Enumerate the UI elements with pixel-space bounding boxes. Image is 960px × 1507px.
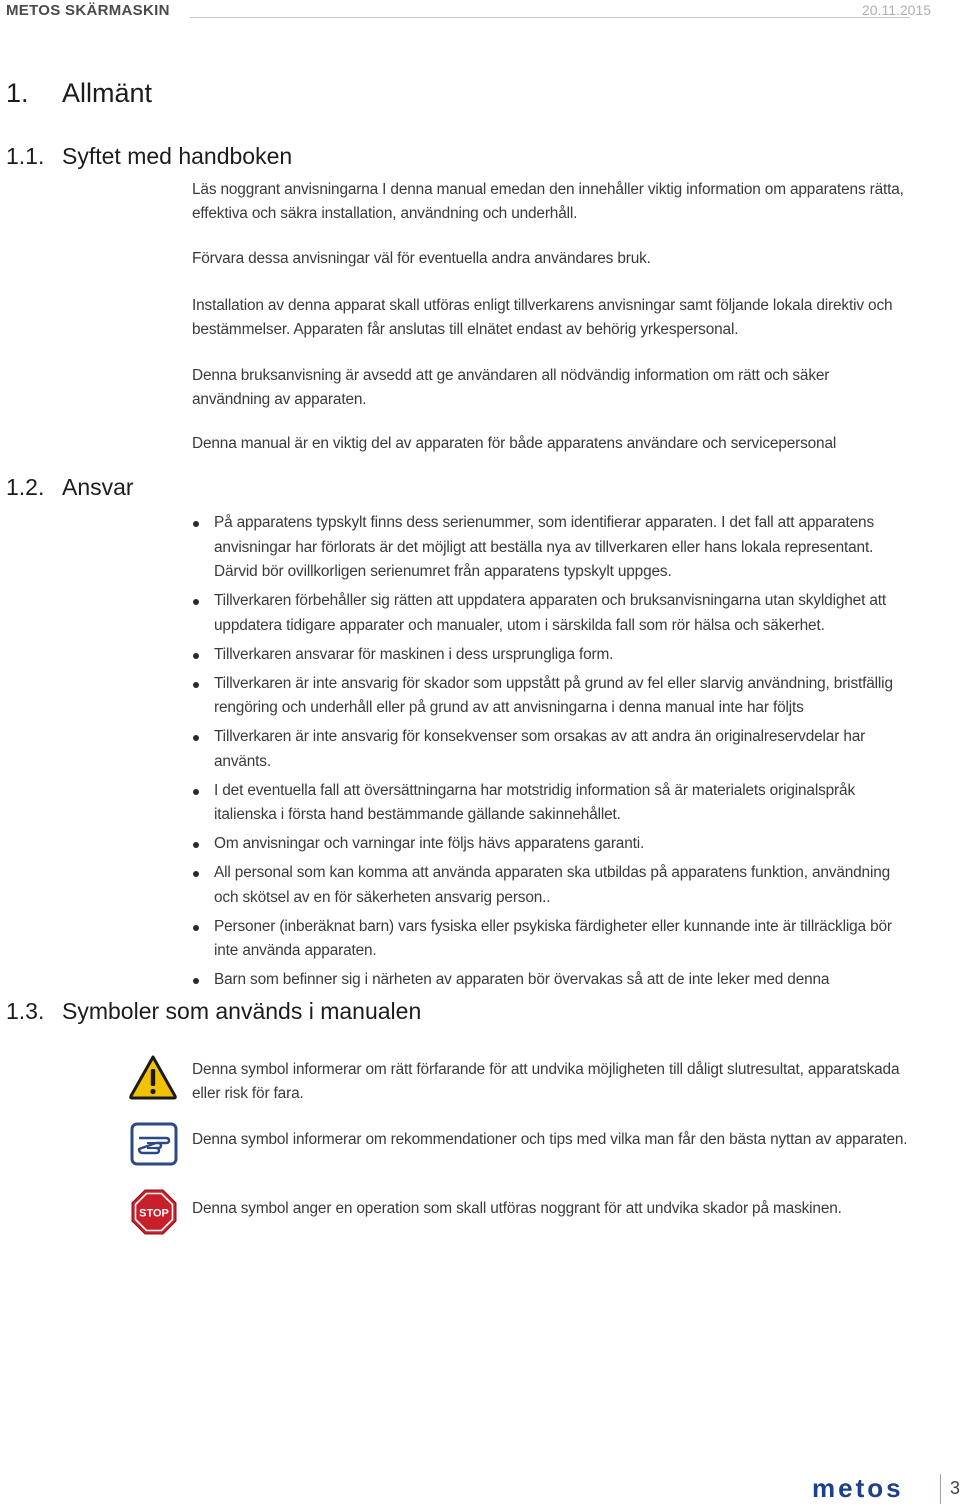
page-number: 3 <box>950 1478 960 1498</box>
responsibility-bullet-list <box>192 511 908 997</box>
paragraph: Läs noggrant anvisningarna I denna manual emedan den innehåller viktig information om apparatens rätta, effektiva och säkra installation, användning och underhåll. <box>192 181 904 222</box>
stop-sign-icon <box>131 1189 177 1240</box>
paragraph: Denna manual är en viktig del av apparaten för både apparatens användare och servicepersonal <box>192 435 837 452</box>
list-item: Personer (inberäknat barn) vars fysiska eller psykiska färdigheter eller kunnande inte är tillräckliga bör inte använda apparaten. <box>192 915 908 964</box>
section-title: Allmänt <box>62 78 153 108</box>
stop-sign-label: STOP <box>139 1207 169 1220</box>
symbol-description: Denna symbol informerar om rekommendationer och tips med vilka man får den bästa nyttan av apparaten. <box>192 1131 908 1148</box>
list-item: I det eventuella fall att översättningarna har motstridig information så är materialets originalspråk italienska i första hand bestämmande gällande sakinnehållet. <box>192 779 908 828</box>
list-item: Om anvisningar och varningar inte följs hävs apparatens garanti. <box>192 832 908 857</box>
list-item: Barn som befinner sig i närheten av apparaten bör övervakas så att de inte leker med denna <box>192 968 908 993</box>
logo-text: metos <box>812 1478 904 1500</box>
section-number: 1. <box>6 78 29 108</box>
list-item: Tillverkaren ansvarar för maskinen i dess ursprungliga form. <box>192 643 908 668</box>
paragraph: Installation av denna apparat skall utföras enligt tillverkarens anvisningar samt följande lokala direktiv och bestämmelser. Apparaten får anslutas till elnätet endast av behörig yrkespersonal. <box>192 297 893 338</box>
section-title: Ansvar <box>62 474 134 500</box>
list-item: På apparatens typskylt finns dess serienummer, som identifierar apparaten. I det fall att apparatens anvisningar har förlorats är det möjligt att beställa nya av tillverkaren eller hans lokala representant. Därvid bör ovillkorligen serienumret från apparatens typskylt uppges. <box>192 511 908 585</box>
footer-divider <box>940 1474 941 1504</box>
pointing-hand-icon <box>130 1122 178 1171</box>
symbol-description: Denna symbol informerar om rätt förfarande för att undvika möjligheten till dåligt slutresultat, apparatskada eller risk för fara. <box>192 1061 900 1102</box>
section-number: 1.2. <box>6 474 45 500</box>
list-item: Tillverkaren är inte ansvarig för konsekvenser som orsakas av att andra än originalreservdelar har använts. <box>192 725 908 774</box>
metos-logo <box>812 1478 930 1505</box>
list-item: All personal som kan komma att använda apparaten ska utbildas på apparatens funktion, användning och skötsel av en för säkerheten ansvarig person.. <box>192 861 908 910</box>
document-date: 20.11.2015 <box>862 2 932 18</box>
section-number: 1.1. <box>6 143 45 169</box>
list-item: Tillverkaren förbehåller sig rätten att uppdatera apparaten och bruksanvisningarna utan skyldighet att uppdatera tidigare apparater och manualer, utom i särskilda fall som rör hälsa och säkerhet. <box>192 589 908 638</box>
list-item: Tillverkaren är inte ansvarig för skador som uppstått på grund av fel eller slarvig användning, bristfällig rengöring och underhåll eller på grund av att anvisningarna i denna manual inte har följts <box>192 672 908 721</box>
section-title: Symboler som används i manualen <box>62 998 422 1024</box>
header-divider <box>190 17 910 18</box>
section-heading-1 <box>6 78 152 109</box>
paragraph: Förvara dessa anvisningar väl för eventuella andra användares bruk. <box>192 250 651 267</box>
section-title: Syftet med handboken <box>62 143 293 169</box>
warning-triangle-icon <box>128 1054 178 1105</box>
document-header-title: METOS SKÄRMASKIN <box>6 2 170 19</box>
section-heading-1-3 <box>6 998 421 1025</box>
section-heading-1-2 <box>6 474 134 501</box>
section-number: 1.3. <box>6 998 45 1024</box>
paragraph: Denna bruksanvisning är avsedd att ge användaren all nödvändig information om rätt och säker användning av apparaten. <box>192 367 830 408</box>
symbol-description: Denna symbol anger en operation som skall utföras noggrant för att undvika skador på maskinen. <box>192 1200 842 1217</box>
section-heading-1-1 <box>6 143 292 170</box>
